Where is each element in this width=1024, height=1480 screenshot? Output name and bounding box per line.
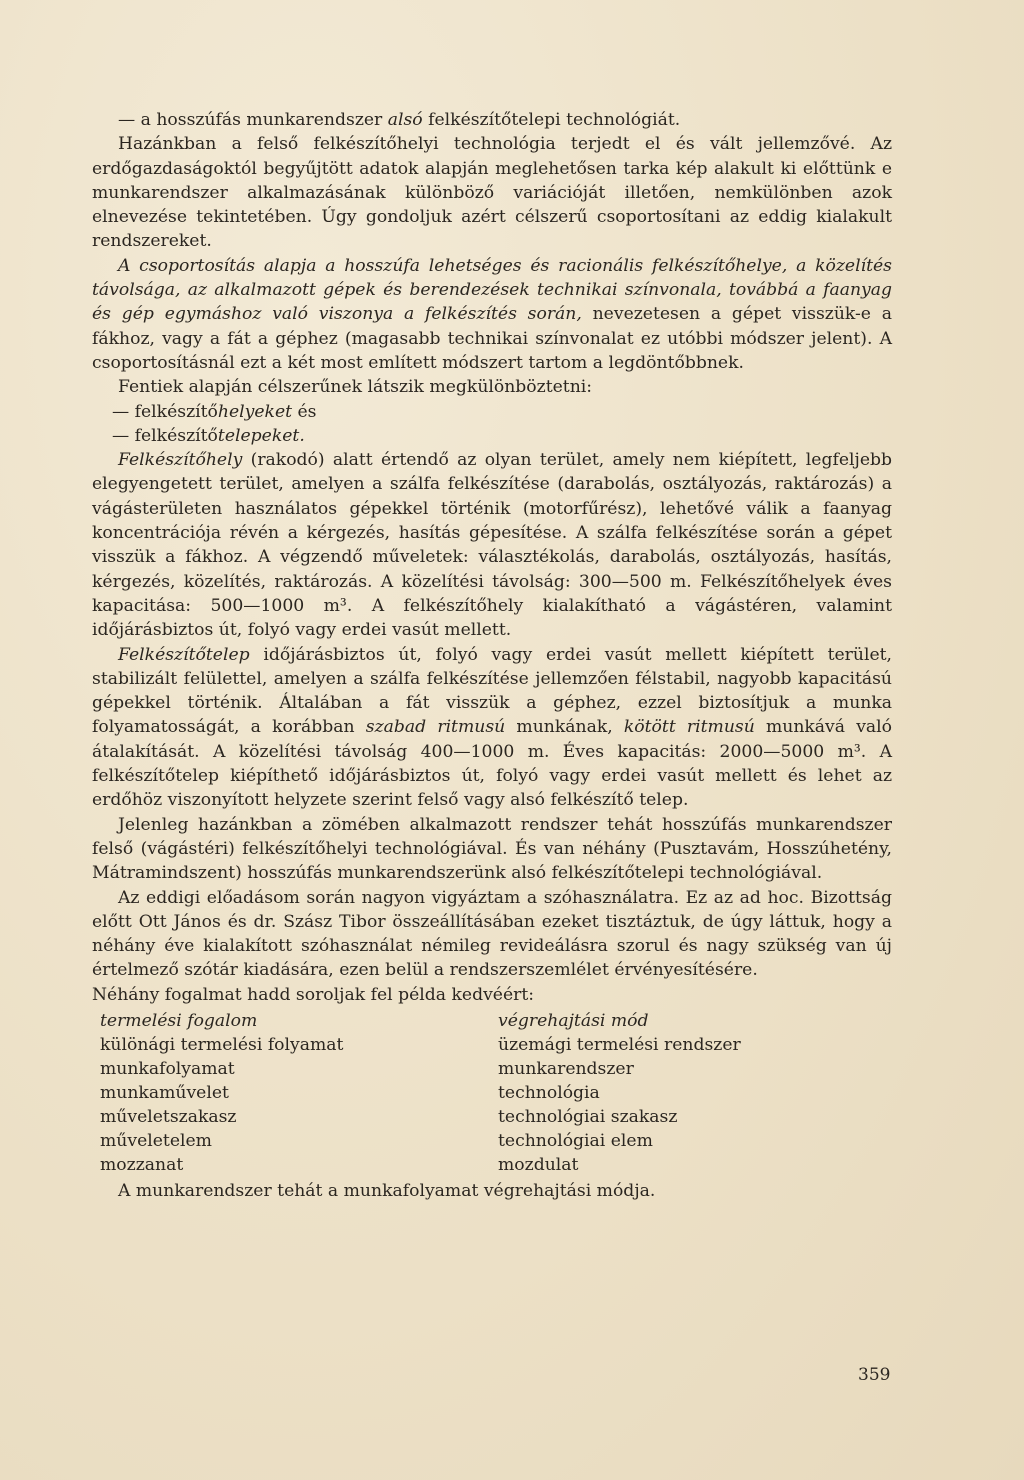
paragraph-felkeszitotelep (92, 643, 892, 813)
paragraph-2: Hazánkban a felső felkészítőhelyi technológia terjedt el és vált jellemzővé. Az erdőgazdaságoktól begyűjtött adatok alapján meglehetősen tarka kép alakult ki előttünk e munkarendszer alkalmazásának különböző variációját illetően, nemkülönben azok elnevezése tekintetében. Úgy gondoljuk azért célszerű csoportosítani az eddig kialakult rendszereket. (92, 134, 892, 252)
terms-left-cell: munkaművelet (100, 1082, 229, 1103)
paragraph-4: Fentiek alapján célszerűnek látszik megkülönböztetni: (118, 377, 593, 398)
text: — felkészítő (112, 401, 218, 422)
terms-left-header: termelési fogalom (100, 1010, 258, 1031)
terms-right-cell: üzemági termelési rendszer (498, 1034, 741, 1055)
text: és (292, 401, 317, 422)
terms-right-cell: mozdulat (498, 1154, 579, 1175)
text: munkává való átalakítását. A közelítési távolság 400—1000 m. Éves kapacitás: 2000—5000 m³. A felkészítőtelep kiépíthető időjárásbiztos út, folyó vagy erdei vasút mellett és lehet az erdőhöz viszonyított helyzete szerint felső vagy alsó felkészítő telep. (92, 717, 892, 811)
text-italic: A csoportosítás alapja a hosszúfa lehetséges és racionális felkészítőhelye, a közelítés távolsága, az alkalmazott gépek és berendezések technikai színvonala, továbbá a faanyag és gép egymáshoz való viszonya a felkészítés során, (92, 255, 892, 325)
term-italic: Felkészítőtelep (118, 644, 250, 665)
page-body (92, 108, 892, 1203)
terms-left-cell: különági termelési folyamat (100, 1034, 344, 1055)
text-italic: kötött ritmusú (623, 717, 755, 738)
text: nevezetesen a gépet visszük-e a fákhoz, vagy a fát a géphez (magasabb technikai színvonalat ez utóbbi módszer jelent). A csoportosításnál ezt a két most említett módszert tartom a legdöntőbbnek. (92, 304, 892, 373)
text: — felkészítő (112, 425, 218, 446)
paragraph-1 (92, 108, 892, 132)
text: (rakodó) alatt értendő az olyan terület, amely nem kiépített, legfeljebb elegyengetett terület, amelyen a szálfa felkészítése (darabolás, osztályozás, raktározás) a vágásterületen használatos gépekkel történik (motorfűrész), lehetővé válik a faanyag koncentrációja révén a kérgezés, hasítás gépesítése. A szálfa felkészítése során a gépet visszük a fákhoz. A végzendő műveletek: választékolás, darabolás, osztályozás, hasítás, kérgezés, közelítés, raktározás. A közelítési távolság: 300—500 m. Felkészítőhelyek éves kapacitása: 500—1000 m³. A felkészítőhely kialakítható a vágástéren, valamint időjárásbiztos út, folyó vagy erdei vasút mellett. (92, 450, 892, 641)
terms-right-cell: technológia (498, 1082, 600, 1103)
list-item-felkeszitohelyek (92, 400, 892, 424)
terms-left-cell: műveletszakasz (100, 1106, 237, 1127)
text: — a hosszúfás munkarendszer (118, 110, 388, 130)
text: munkának, (505, 717, 624, 738)
terms-left-cell: munkafolyamat (100, 1058, 235, 1079)
text-italic: alsó (387, 110, 423, 130)
paragraph-fogalmak: Néhány fogalmat hadd soroljak fel példa kedvéért: (92, 984, 535, 1005)
text-italic: telepeket. (217, 425, 305, 446)
terms-right-cell: munkarendszer (498, 1058, 634, 1079)
terms-left-cell: mozzanat (100, 1154, 184, 1175)
paragraph-felkeszitohely (92, 448, 892, 642)
terms-right-header: végrehajtási mód (498, 1010, 649, 1031)
paragraph-eloadas: Az eddigi előadásom során nagyon vigyáztam a szóhasználatra. Ez az ad hoc. Bizottság előtt Ott János és dr. Szász Tibor összeállításában ezeket tisztáztuk, de úgy láttuk, hogy a néhány éve kialakított szóhasználat némileg revideálásra szorul és nagy szükség van új értelmező szótár kiadására, ezen belül a rendszerszemlélet érvényesítésére. (92, 887, 892, 981)
text-italic: helyeket (217, 401, 293, 422)
page-number: 359 (858, 1365, 891, 1385)
terms-right-cell: technológiai elem (498, 1130, 653, 1151)
paragraph-3 (92, 254, 892, 375)
text: felkészítőtelepi technológiát. (422, 110, 681, 130)
text-italic: szabad ritmusú (365, 717, 506, 738)
paragraph-jelenleg: Jelenleg hazánkban a zömében alkalmazott rendszer tehát hosszúfás munkarendszer felső (vágástéri) felkészítőhelyi technológiával. És van néhány (Pusztavám, Hosszúhetény, Mátramindszent) hosszúfás munkarendszerünk alsó felkészítőtelepi technológiával. (92, 814, 892, 884)
terms-left-cell: műveletelem (100, 1130, 212, 1151)
list-item-felkeszitotelepek (92, 424, 892, 448)
terms-right-cell: technológiai szakasz (498, 1106, 678, 1127)
term-italic: Felkészítőhely (118, 450, 243, 471)
paragraph-closing: A munkarendszer tehát a munkafolyamat végrehajtási módja. (118, 1180, 656, 1201)
text: időjárásbiztos út, folyó vagy erdei vasút mellett kiépített terület, stabilizált felülettel, amelyen a szálfa felkészítése jellemzően félstabil, nagyobb kapacitású gépekkel történik. Általában a fát visszük a géphez, ezzel biztosítjuk a munka folyamatosságát, a korábban (92, 644, 892, 738)
terms-table (100, 1009, 892, 1177)
